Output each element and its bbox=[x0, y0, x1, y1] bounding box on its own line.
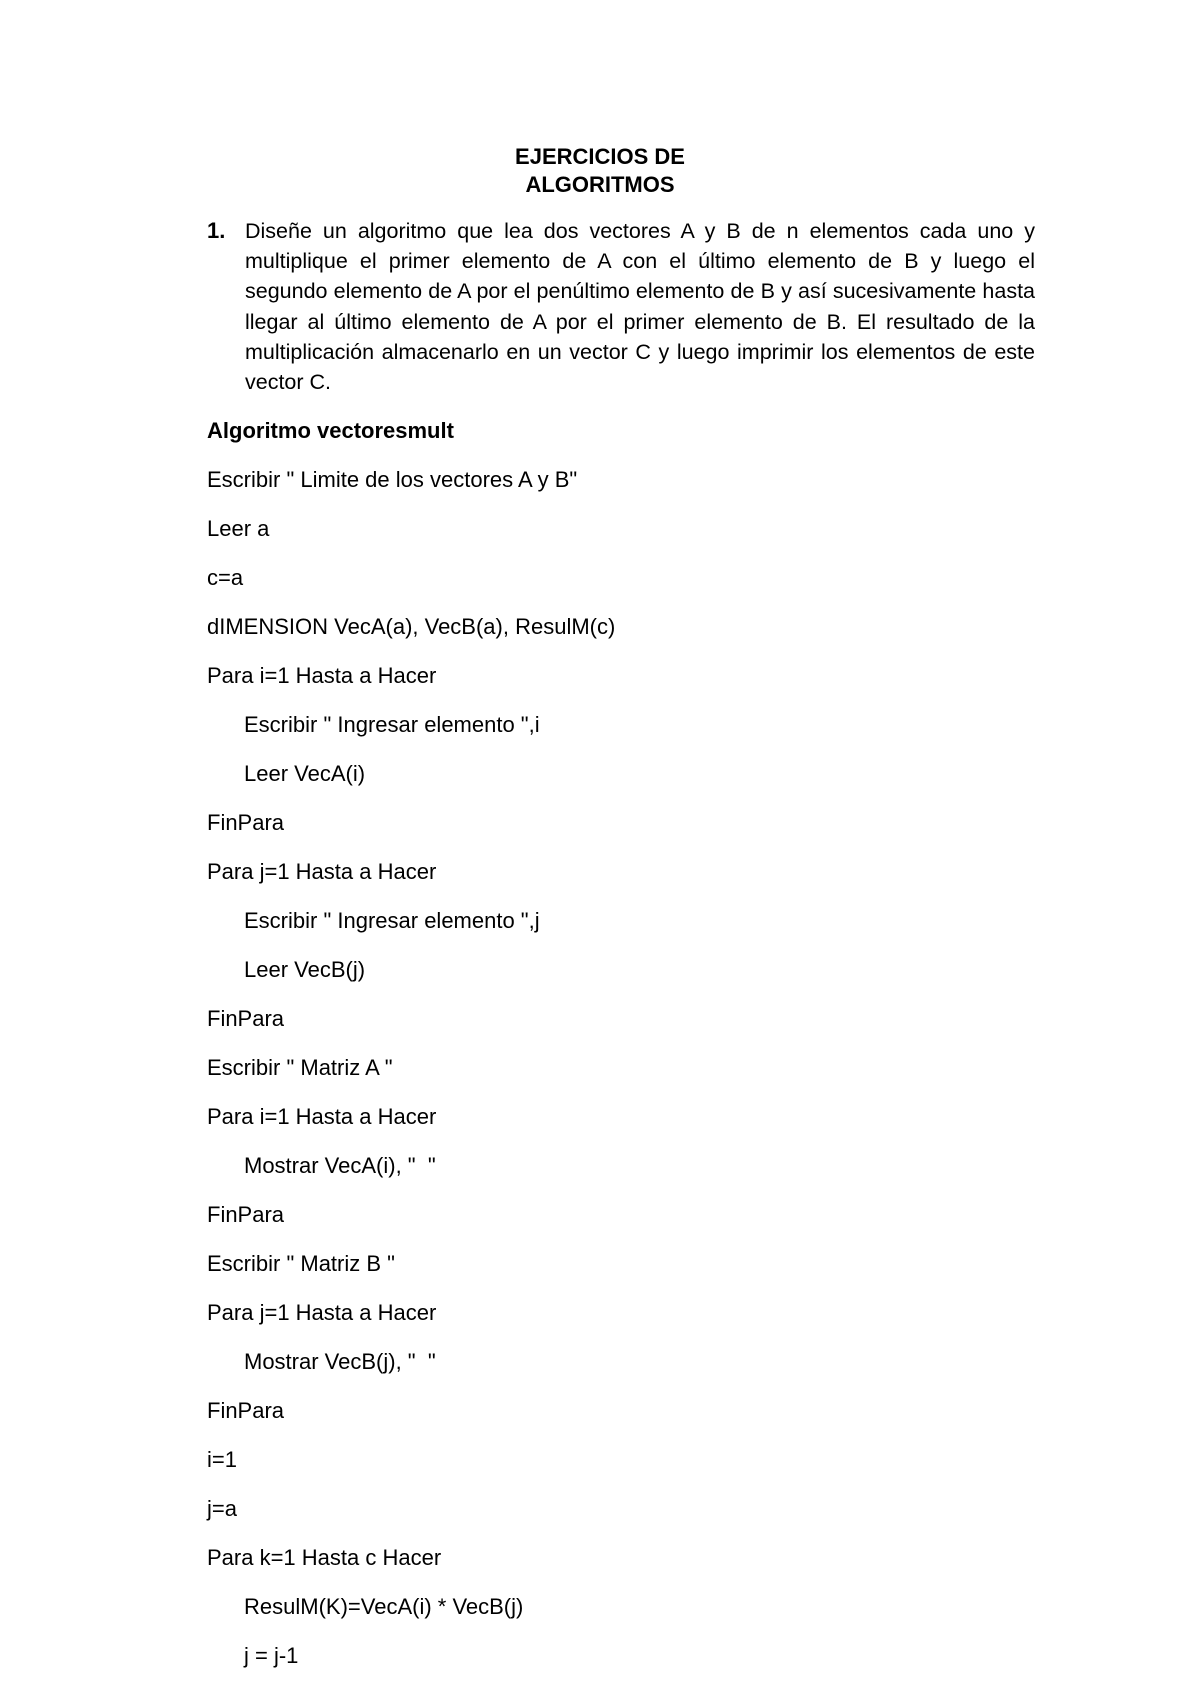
code-line: i=1 bbox=[207, 1447, 237, 1472]
document-title-line-2: ALGORITMOS bbox=[525, 172, 675, 197]
code-line-indented: Leer VecB(j) bbox=[244, 957, 366, 982]
exercise-number: 1. bbox=[207, 218, 226, 243]
code-line: Para j=1 Hasta a Hacer bbox=[207, 859, 437, 884]
code-line: Escribir " Matriz B " bbox=[207, 1251, 395, 1276]
code-line: FinPara bbox=[207, 1202, 285, 1227]
algorithm-title: Algoritmo vectoresmult bbox=[207, 418, 454, 443]
code-line: Para i=1 Hasta a Hacer bbox=[207, 1104, 437, 1129]
code-line: Para k=1 Hasta c Hacer bbox=[207, 1545, 442, 1570]
code-line: j=a bbox=[207, 1496, 237, 1521]
code-line: Escribir " Limite de los vectores A y B" bbox=[207, 467, 578, 492]
code-line-indented: Mostrar VecB(j), " " bbox=[244, 1349, 436, 1374]
code-line: FinPara bbox=[207, 810, 285, 835]
code-line-indented: ResulM(K)=VecA(i) * VecB(j) bbox=[244, 1594, 524, 1619]
code-line: Para j=1 Hasta a Hacer bbox=[207, 1300, 437, 1325]
exercise-statement: Diseñe un algoritmo que lea dos vectores A y B de n elementos cada uno y multiplique el primer elemento de A con el último elemento de B y luego el segundo elemento de A por el penúltimo elemento de B y así sucesivamente hasta llegar al último elemento de A por el primer elemento de B. El resultado de la multiplicación almacenarlo en un vector C y luego imprimir los elementos de este vector C. bbox=[245, 219, 1035, 395]
code-line: FinPara bbox=[207, 1006, 285, 1031]
code-line: c=a bbox=[207, 565, 244, 590]
code-line-indented: Mostrar VecA(i), " " bbox=[244, 1153, 436, 1178]
code-line: FinPara bbox=[207, 1398, 285, 1423]
code-line-indented: Escribir " Ingresar elemento ",j bbox=[244, 908, 540, 933]
code-line: Escribir " Matriz A " bbox=[207, 1055, 393, 1080]
document-title-line-1: EJERCICIOS DE bbox=[515, 144, 685, 169]
code-line-indented: Leer VecA(i) bbox=[244, 761, 366, 786]
code-line-indented: Escribir " Ingresar elemento ",i bbox=[244, 712, 540, 737]
code-line-indented: j = j-1 bbox=[244, 1643, 299, 1668]
code-line: dIMENSION VecA(a), VecB(a), ResulM(c) bbox=[207, 614, 616, 639]
code-line: Leer a bbox=[207, 516, 270, 541]
code-line: Para i=1 Hasta a Hacer bbox=[207, 663, 437, 688]
